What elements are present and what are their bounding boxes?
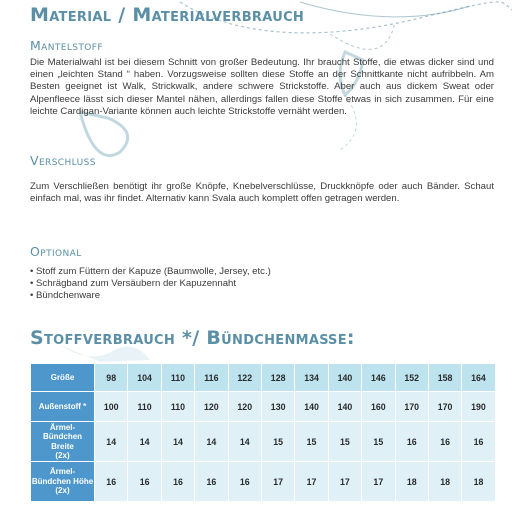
size-cell: 128: [261, 364, 294, 392]
value-cell: 190: [462, 392, 495, 422]
value-cell: 120: [195, 392, 228, 422]
value-cell: 140: [295, 392, 328, 422]
value-cell: 100: [95, 392, 128, 422]
list-item: • Schrägband zum Versäubern der Kapuzennaht: [30, 278, 271, 290]
value-cell: 16: [395, 422, 428, 462]
value-cell: 17: [261, 462, 294, 502]
value-cell: 170: [395, 392, 428, 422]
value-cell: 160: [362, 392, 395, 422]
value-cell: 16: [228, 462, 261, 502]
size-cell: 104: [128, 364, 161, 392]
optional-list: [30, 266, 271, 303]
mantelstoff-text: Die Materialwahl ist bei diesem Schnitt von großer Bedeutung. Ihr braucht Stoffe, die etwas dicker sind und einen „leichten Stand “ haben. Vorzugsweise sollten diese Stoffe an der Schnittkante nicht aufribbeln. Am Besten geeignet ist Walk, Strickwalk, andere schwere Strickstoffe. Aber auch aus dickem Sweat oder Alpenfleece lässt sich dieser Mantel nähen, allerdings fallen diese Stoffe etwas in sich zusammen. Für eine leichte Cardigan-Variante können auch leichte Strickstoffe vernäht werden.: [30, 57, 494, 117]
size-cell: 110: [161, 364, 194, 392]
verschluss-text: Zum Verschließen benötigt ihr große Knöpfe, Knebelverschlüsse, Druckknöpfe oder auch Bänder. Schaut einfach mal, was ihr findet. Alternativ kann Svala auch komplett offen getragen werden.: [30, 181, 494, 205]
list-item: • Bündchenware: [30, 290, 271, 302]
value-cell: 16: [428, 422, 461, 462]
value-cell: 16: [128, 462, 161, 502]
value-cell: 18: [462, 462, 495, 502]
value-cell: 170: [428, 392, 461, 422]
table-row: [31, 364, 496, 392]
value-cell: 15: [295, 422, 328, 462]
value-cell: 14: [161, 422, 194, 462]
value-cell: 17: [328, 462, 361, 502]
size-header-label: Größe: [31, 364, 95, 392]
value-cell: 14: [95, 422, 128, 462]
row-label: Ärmel- Bündchen Höhe (2x): [31, 462, 95, 502]
value-cell: 14: [228, 422, 261, 462]
value-cell: 14: [195, 422, 228, 462]
value-cell: 120: [228, 392, 261, 422]
size-cell: 164: [462, 364, 495, 392]
value-cell: 16: [195, 462, 228, 502]
size-cell: 134: [295, 364, 328, 392]
value-cell: 15: [362, 422, 395, 462]
value-cell: 140: [328, 392, 361, 422]
value-cell: 15: [261, 422, 294, 462]
section-heading-optional: Optional: [30, 244, 82, 259]
page-title: Material / Materialverbrauch: [30, 4, 305, 26]
size-table: [30, 363, 496, 502]
section-heading-verschluss: Verschluss: [30, 153, 96, 168]
row-label: Ärmel- Bündchen Breite (2x): [31, 422, 95, 462]
size-cell: 152: [395, 364, 428, 392]
section-heading-mantelstoff: Mantelstoff: [30, 38, 103, 53]
size-cell: 158: [428, 364, 461, 392]
value-cell: 130: [261, 392, 294, 422]
value-cell: 110: [161, 392, 194, 422]
size-cell: 116: [195, 364, 228, 392]
table-row: [31, 422, 496, 462]
table-row: [31, 462, 496, 502]
size-cell: 98: [95, 364, 128, 392]
table-row: [31, 392, 496, 422]
value-cell: 15: [328, 422, 361, 462]
table-heading: Stoffverbrauch */ Bündchenmaße:: [30, 327, 355, 349]
value-cell: 16: [462, 422, 495, 462]
list-item: • Stoff zum Füttern der Kapuze (Baumwolle, Jersey, etc.): [30, 266, 271, 278]
size-cell: 140: [328, 364, 361, 392]
value-cell: 110: [128, 392, 161, 422]
value-cell: 16: [95, 462, 128, 502]
size-cell: 122: [228, 364, 261, 392]
value-cell: 17: [295, 462, 328, 502]
value-cell: 14: [128, 422, 161, 462]
value-cell: 17: [362, 462, 395, 502]
value-cell: 18: [428, 462, 461, 502]
value-cell: 16: [161, 462, 194, 502]
value-cell: 18: [395, 462, 428, 502]
size-cell: 146: [362, 364, 395, 392]
row-label: Außenstoff *: [31, 392, 95, 422]
